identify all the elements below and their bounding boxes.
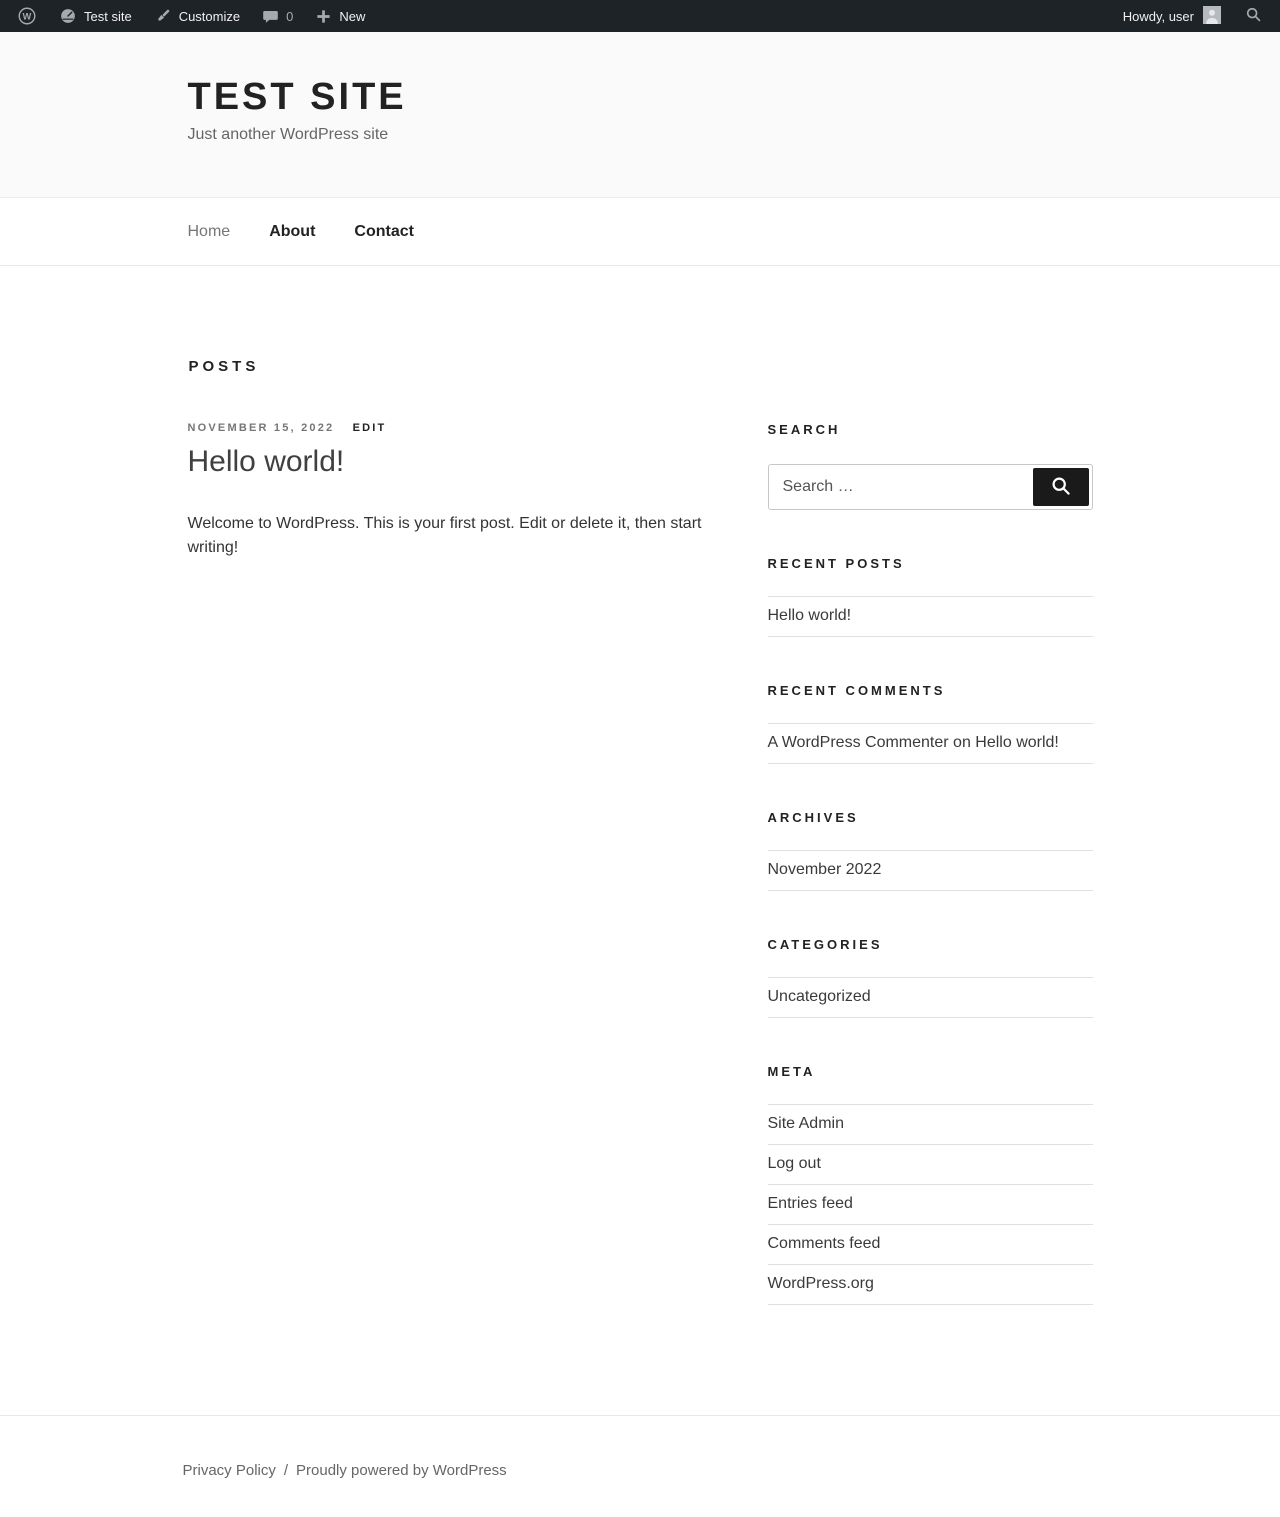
admin-bar-customize-label: Customize bbox=[178, 8, 241, 24]
nav-item-contact[interactable]: Contact bbox=[354, 222, 414, 240]
site-footer bbox=[0, 1415, 1280, 1517]
widget-search bbox=[768, 422, 1093, 510]
archive-link[interactable]: November 2022 bbox=[768, 851, 1093, 891]
dashboard-gauge-icon bbox=[59, 7, 77, 25]
comment-post-link[interactable]: Hello world! bbox=[975, 734, 1059, 751]
widget-meta bbox=[768, 1064, 1093, 1305]
comment-author-link[interactable]: A WordPress Commenter bbox=[767, 734, 949, 751]
widget-archives bbox=[768, 810, 1093, 891]
admin-bar-new-label: New bbox=[339, 8, 366, 24]
post-title[interactable]: Hello world! bbox=[187, 445, 345, 478]
nav-item-home[interactable]: Home bbox=[187, 222, 231, 240]
wordpress-logo-icon bbox=[17, 6, 37, 26]
search-submit-button[interactable] bbox=[1033, 468, 1089, 506]
admin-bar-comments[interactable] bbox=[251, 0, 304, 32]
admin-bar-site-name[interactable] bbox=[48, 0, 143, 32]
wp-logo-menu[interactable] bbox=[6, 0, 48, 32]
site-header bbox=[0, 32, 1280, 198]
paintbrush-icon bbox=[154, 7, 172, 25]
meta-link-comments-feed[interactable]: Comments feed bbox=[768, 1225, 1093, 1265]
widget-meta-heading: META bbox=[767, 1064, 816, 1079]
widget-categories bbox=[768, 937, 1093, 1018]
powered-by-link[interactable]: Proudly powered by WordPress bbox=[296, 1462, 507, 1479]
post-date[interactable]: NOVEMBER 15, 2022 bbox=[187, 422, 335, 434]
admin-bar-site-name-label: Test site bbox=[84, 8, 132, 24]
search-form bbox=[768, 464, 1093, 510]
nav-item-about[interactable]: About bbox=[269, 222, 316, 240]
admin-bar-customize[interactable] bbox=[143, 0, 251, 32]
widget-search-heading: SEARCH bbox=[767, 422, 841, 437]
post-body: Welcome to WordPress. This is your first post. Edit or delete it, then start writing! bbox=[187, 514, 702, 557]
search-icon bbox=[1050, 475, 1072, 500]
search-input[interactable] bbox=[769, 465, 1030, 509]
posts-column bbox=[188, 422, 723, 577]
page-title: POSTS bbox=[188, 358, 260, 375]
admin-bar-new[interactable] bbox=[304, 0, 376, 32]
widget-recent-comments-heading: RECENT COMMENTS bbox=[767, 683, 946, 698]
admin-bar-account-menu[interactable] bbox=[1113, 0, 1231, 32]
plus-icon bbox=[315, 8, 332, 25]
widget-categories-heading: CATEGORIES bbox=[767, 937, 883, 952]
post-meta bbox=[188, 422, 723, 434]
sidebar bbox=[768, 422, 1093, 1305]
search-icon bbox=[1245, 6, 1262, 26]
recent-post-link[interactable]: Hello world! bbox=[768, 597, 1093, 637]
meta-link-wordpress-org[interactable]: WordPress.org bbox=[768, 1265, 1093, 1305]
widget-recent-comments bbox=[768, 683, 1093, 764]
widget-archives-heading: ARCHIVES bbox=[767, 810, 859, 825]
site-title[interactable]: TEST SITE bbox=[187, 76, 407, 118]
admin-bar bbox=[0, 0, 1280, 32]
comment-bubble-icon bbox=[262, 8, 279, 25]
svg-text:W: W bbox=[22, 11, 32, 22]
privacy-policy-link[interactable]: Privacy Policy bbox=[182, 1462, 276, 1479]
meta-link-log-out[interactable]: Log out bbox=[768, 1145, 1093, 1185]
admin-bar-comments-count: 0 bbox=[286, 8, 294, 24]
main-content bbox=[188, 266, 1093, 1305]
footer-separator: / bbox=[283, 1462, 289, 1479]
recent-comment-item bbox=[768, 724, 1093, 764]
site-tagline: Just another WordPress site bbox=[187, 126, 389, 143]
post-article bbox=[188, 422, 723, 561]
post-edit-link[interactable]: EDIT bbox=[352, 422, 387, 434]
avatar bbox=[1203, 6, 1221, 27]
admin-bar-howdy-label: Howdy, user bbox=[1122, 8, 1194, 24]
primary-navigation bbox=[0, 198, 1280, 266]
category-link[interactable]: Uncategorized bbox=[768, 978, 1093, 1018]
admin-bar-search-button[interactable] bbox=[1231, 0, 1266, 32]
meta-link-entries-feed[interactable]: Entries feed bbox=[768, 1185, 1093, 1225]
widget-recent-posts-heading: RECENT POSTS bbox=[767, 556, 905, 571]
comment-connector: on bbox=[948, 734, 976, 751]
widget-recent-posts bbox=[768, 556, 1093, 637]
meta-link-site-admin[interactable]: Site Admin bbox=[768, 1105, 1093, 1145]
